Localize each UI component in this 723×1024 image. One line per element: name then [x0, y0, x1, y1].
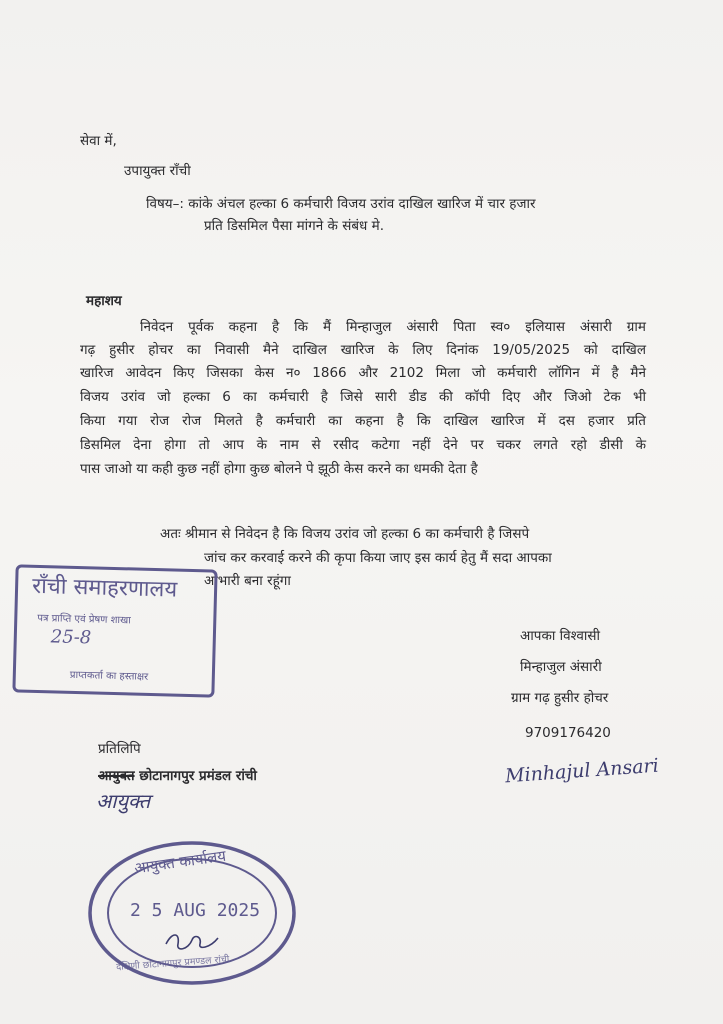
body-line-4: विजय उरांव जो हल्का 6 का कर्मचारी है जिसे सारी डीड की कॉपी दिए और जिओ टेक भी: [80, 389, 646, 405]
recipient: उपायुक्त राँची: [124, 163, 191, 179]
salutation-to: सेवा में,: [80, 133, 117, 149]
commissioner-stamp-bottom: दक्षिणी छोटानागपुर प्रमण्डल रांची: [115, 954, 230, 973]
body-line-2: गढ़ हुसीर होचर का निवासी मैने दाखिल खारिज के लिए दिनांक 19/05/2025 को दाखिल: [80, 342, 646, 358]
request-line-2: जांच कर करवाई करने की कृपा किया जाए इस कार्य हेतु मैं सदा आपका: [204, 550, 552, 566]
body-line-7: पास जाओ या कही कुछ नहीं होगा कुछ बोलने पे झूठी केस करने का धमकी देता है: [80, 461, 478, 477]
copy-recipient: [98, 768, 257, 785]
ranchi-stamp-subtitle: पत्र प्राप्ति एवं प्रेषण शाखा: [37, 612, 131, 627]
subject-line-1: विषय–: कांके अंचल हल्का 6 कर्मचारी विजय उरांव दाखिल खारिज में चार हजार: [146, 196, 536, 212]
closing: आपका विश्वासी: [520, 628, 600, 644]
request-line-1: अतः श्रीमान से निवेदन है कि विजय उरांव जो हल्का 6 का कर्मचारी है जिसपे: [160, 526, 530, 542]
subject-line-2: प्रति डिसमिल पैसा मांगने के संबंध मे.: [204, 218, 385, 234]
greeting: महाशय: [86, 293, 122, 309]
request-line-3: आभारी बना रहूंगा: [204, 573, 291, 589]
commissioner-stamp-date: 2 5 AUG 2025: [130, 900, 261, 921]
body-line-6: डिसमिल देना होगा तो आप के नाम से रसीद कटेगा नहीं देने पर चकर लगते रहो डीसी के: [80, 437, 646, 453]
ranchi-stamp-bottom: प्राप्तकर्ता का हस्ताक्षर: [69, 669, 149, 683]
ranchi-stamp-date: 25-8: [50, 626, 92, 649]
body-line-5: किया गया रोज रोज मिलते है कर्मचारी का कहना है कि दाखिल खारिज में दस हजार प्रति: [80, 413, 646, 429]
ranchi-stamp-title: राँची समाहरणालय: [31, 573, 178, 603]
sender-name: मिन्हाजुल अंसारी: [520, 659, 602, 675]
sender-address: ग्राम गढ़ हुसीर होचर: [511, 690, 609, 706]
body-line-1: निवेदन पूर्वक कहना है कि मैं मिन्हाजुल अंसारी पिता स्व० इलियास अंसारी ग्राम: [140, 319, 646, 335]
ranchi-receipt-stamp: [12, 564, 217, 697]
body-line-3: खारिज आवेदन किए जिसका केस न० 1866 और 2102 मिला जो कर्मचारी लॉगिन में है मैने: [80, 365, 646, 381]
copy-handwritten: आयुक्त: [96, 789, 151, 813]
commissioner-stamp-top: आयुक्त कार्यालय: [133, 846, 228, 878]
stamp-initials-scribble: [162, 930, 222, 954]
copy-struck-word: आयुक्त: [98, 768, 135, 784]
signature: Minhajul Ansari: [504, 754, 660, 788]
copy-recipient-text: छोटानागपुर प्रमंडल रांची: [139, 768, 257, 784]
commissioner-date-stamp: [86, 838, 298, 988]
sender-phone: 9709176420: [525, 725, 611, 741]
copy-label: प्रतिलिपि: [98, 741, 141, 757]
